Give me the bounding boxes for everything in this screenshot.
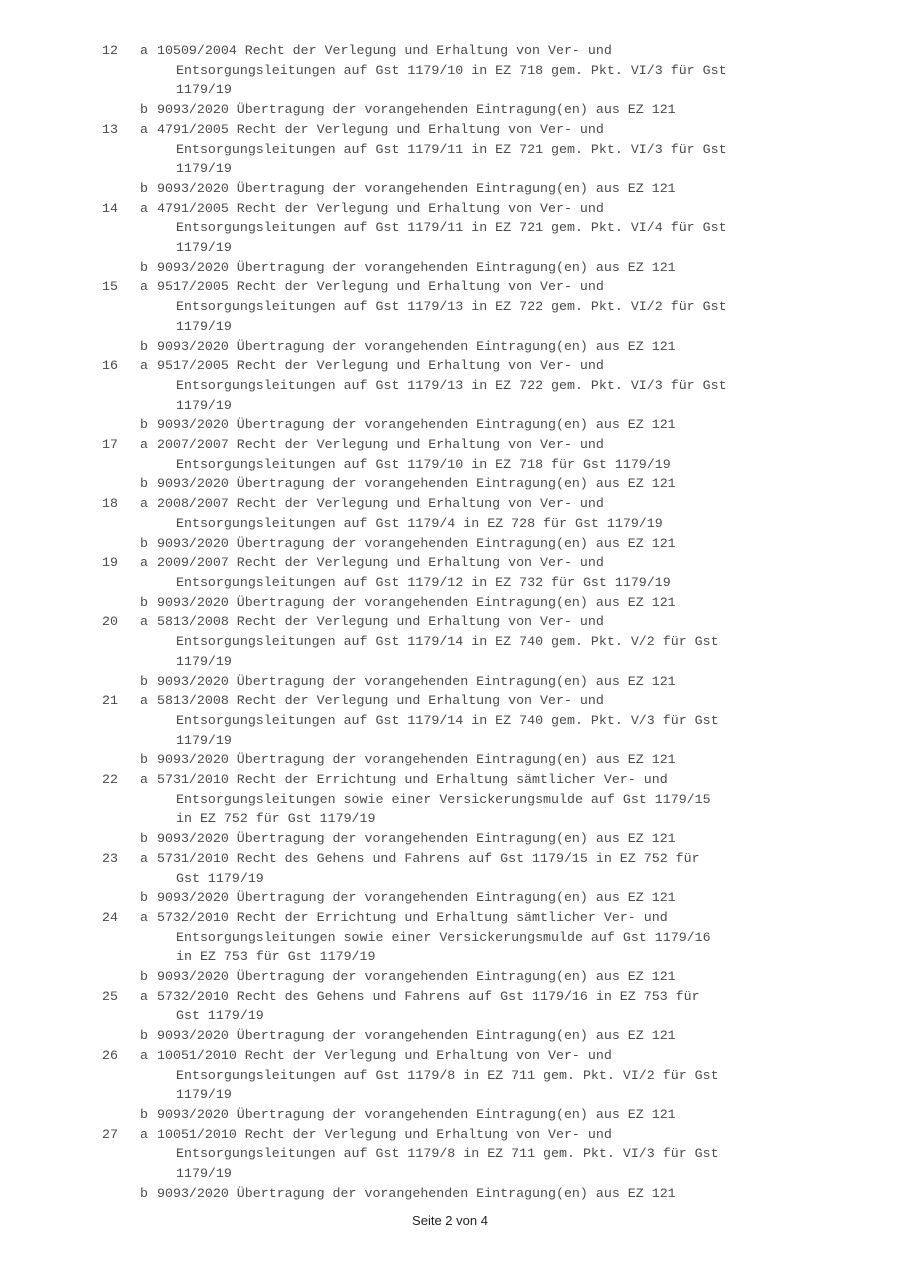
entry-text <box>157 356 807 415</box>
entry-letter: b <box>140 476 148 492</box>
entry-row <box>0 593 900 613</box>
entry-letter: b <box>140 180 148 196</box>
entry-row <box>0 120 900 179</box>
register-entries <box>0 41 900 1203</box>
entry-number: 18 <box>102 496 118 512</box>
entry-line: 9093/2020 Übertragung der vorangehenden Eintragung(en) aus EZ 121 <box>157 1185 676 1201</box>
entry-row <box>0 474 900 494</box>
entry-line: 10509/2004 Recht der Verlegung und Erhaltung von Ver- und <box>157 43 612 58</box>
entry-number: 14 <box>102 200 118 216</box>
entry-text <box>157 494 807 533</box>
entry-row <box>0 337 900 357</box>
entry-letter: b <box>140 1028 148 1044</box>
entry-letter: a <box>140 358 148 374</box>
entry-letter: b <box>140 1106 148 1122</box>
entry-line: 9093/2020 Übertragung der vorangehenden Eintragung(en) aus EZ 121 <box>157 535 676 551</box>
entry-line: Entsorgungsleitungen auf Gst 1179/11 in EZ 721 gem. Pkt. VI/3 für Gst <box>176 141 727 157</box>
entry-number: 19 <box>102 555 118 571</box>
entry-letter: a <box>140 693 148 709</box>
entry-text <box>157 534 807 554</box>
entry-row <box>0 829 900 849</box>
entry-text <box>157 1026 807 1046</box>
entry-number: 12 <box>102 43 118 58</box>
entry-row <box>0 1105 900 1125</box>
entry-text <box>157 1046 807 1105</box>
entry-line: 4791/2005 Recht der Verlegung und Erhaltung von Ver- und <box>157 121 604 137</box>
entry-line: 9093/2020 Übertragung der vorangehenden Eintragung(en) aus EZ 121 <box>157 969 676 985</box>
entry-text <box>157 849 807 888</box>
entry-number: 23 <box>102 850 118 866</box>
entry-text <box>157 672 807 692</box>
entry-row <box>0 494 900 533</box>
entry-line: 5813/2008 Recht der Verlegung und Erhaltung von Ver- und <box>157 693 604 709</box>
entry-line: 9093/2020 Übertragung der vorangehenden Eintragung(en) aus EZ 121 <box>157 673 676 689</box>
entry-row <box>0 100 900 120</box>
entry-text <box>157 1184 807 1204</box>
entry-line: 9093/2020 Übertragung der vorangehenden Eintragung(en) aus EZ 121 <box>157 594 676 610</box>
entry-number: 21 <box>102 693 118 709</box>
entry-row <box>0 672 900 692</box>
entry-line: 5732/2010 Recht des Gehens und Fahrens auf Gst 1179/16 in EZ 753 für <box>157 988 700 1004</box>
entry-letter: a <box>140 772 148 788</box>
entry-letter: a <box>140 1047 148 1063</box>
entry-text <box>157 908 807 967</box>
entry-line: 9517/2005 Recht der Verlegung und Erhaltung von Ver- und <box>157 358 604 374</box>
entry-text <box>157 987 807 1026</box>
entry-letter: a <box>140 614 148 630</box>
entry-text <box>157 474 807 494</box>
entry-line: Entsorgungsleitungen auf Gst 1179/13 in EZ 722 gem. Pkt. VI/2 für Gst <box>176 299 727 315</box>
entry-number: 26 <box>102 1047 118 1063</box>
entry-line: 9093/2020 Übertragung der vorangehenden Eintragung(en) aus EZ 121 <box>157 1106 676 1122</box>
entry-number: 13 <box>102 121 118 137</box>
entry-text <box>157 179 807 199</box>
entry-row <box>0 849 900 888</box>
entry-text <box>157 41 807 100</box>
entry-row <box>0 41 900 100</box>
entry-text <box>157 199 807 258</box>
entry-letter: b <box>140 890 148 906</box>
entry-line: 10051/2010 Recht der Verlegung und Erhaltung von Ver- und <box>157 1126 612 1142</box>
entry-letter: a <box>140 555 148 571</box>
entry-row <box>0 691 900 750</box>
entry-row <box>0 553 900 592</box>
entry-line: 2008/2007 Recht der Verlegung und Erhaltung von Ver- und <box>157 496 604 512</box>
entry-letter: a <box>140 121 148 137</box>
entry-line: 10051/2010 Recht der Verlegung und Erhaltung von Ver- und <box>157 1047 612 1063</box>
entry-number: 17 <box>102 437 118 453</box>
entry-line: 1179/19 <box>176 1087 232 1103</box>
entry-letter: a <box>140 437 148 453</box>
entry-line: 5732/2010 Recht der Errichtung und Erhaltung sämtlicher Ver- und <box>157 909 668 925</box>
entry-line: 1179/19 <box>176 397 232 413</box>
entry-line: Entsorgungsleitungen auf Gst 1179/8 in EZ 711 gem. Pkt. VI/3 für Gst <box>176 1146 719 1162</box>
entry-line: 5731/2010 Recht der Errichtung und Erhaltung sämtlicher Ver- und <box>157 772 668 788</box>
entry-text <box>157 553 807 592</box>
entry-line: in EZ 753 für Gst 1179/19 <box>176 949 376 965</box>
entry-line: 1179/19 <box>176 82 232 98</box>
entry-letter: a <box>140 279 148 295</box>
entry-line: Entsorgungsleitungen sowie einer Versickerungsmulde auf Gst 1179/16 <box>176 929 711 945</box>
entry-line: 9093/2020 Übertragung der vorangehenden Eintragung(en) aus EZ 121 <box>157 180 676 196</box>
entry-row <box>0 534 900 554</box>
entry-row <box>0 987 900 1026</box>
entry-line: Entsorgungsleitungen auf Gst 1179/14 in EZ 740 gem. Pkt. V/3 für Gst <box>176 712 719 728</box>
entry-row <box>0 908 900 967</box>
entry-line: 5731/2010 Recht des Gehens und Fahrens auf Gst 1179/15 in EZ 752 für <box>157 850 700 866</box>
entry-row <box>0 415 900 435</box>
entry-line: 5813/2008 Recht der Verlegung und Erhaltung von Ver- und <box>157 614 604 630</box>
entry-line: 1179/19 <box>176 732 232 748</box>
entry-line: Entsorgungsleitungen auf Gst 1179/4 in EZ 728 für Gst 1179/19 <box>176 515 663 531</box>
entry-text <box>157 258 807 278</box>
entry-letter: a <box>140 496 148 512</box>
entry-line: Gst 1179/19 <box>176 1008 264 1024</box>
entry-line: 2009/2007 Recht der Verlegung und Erhaltung von Ver- und <box>157 555 604 571</box>
entry-text <box>157 337 807 357</box>
entry-line: 9093/2020 Übertragung der vorangehenden Eintragung(en) aus EZ 121 <box>157 102 676 118</box>
entry-line: 9093/2020 Übertragung der vorangehenden Eintragung(en) aus EZ 121 <box>157 417 676 433</box>
entry-letter: b <box>140 1185 148 1201</box>
entry-text <box>157 750 807 770</box>
entry-text <box>157 120 807 179</box>
entry-text <box>157 829 807 849</box>
entry-letter: b <box>140 594 148 610</box>
entry-line: 9093/2020 Übertragung der vorangehenden Eintragung(en) aus EZ 121 <box>157 831 676 847</box>
entry-line: 1179/19 <box>176 1166 232 1182</box>
entry-line: 4791/2005 Recht der Verlegung und Erhaltung von Ver- und <box>157 200 604 216</box>
entry-line: Entsorgungsleitungen sowie einer Versickerungsmulde auf Gst 1179/15 <box>176 791 711 807</box>
entry-line: Entsorgungsleitungen auf Gst 1179/8 in EZ 711 gem. Pkt. VI/2 für Gst <box>176 1067 719 1083</box>
page-footer: Seite 2 von 4 <box>412 1213 488 1228</box>
entry-line: Entsorgungsleitungen auf Gst 1179/12 in EZ 732 für Gst 1179/19 <box>176 574 671 590</box>
entry-letter: b <box>140 969 148 985</box>
entry-line: Gst 1179/19 <box>176 870 264 886</box>
entry-row <box>0 770 900 829</box>
entry-line: 9093/2020 Übertragung der vorangehenden Eintragung(en) aus EZ 121 <box>157 890 676 906</box>
entry-letter: b <box>140 417 148 433</box>
entry-row <box>0 277 900 336</box>
entry-text <box>157 888 807 908</box>
entry-letter: a <box>140 1126 148 1142</box>
entry-text <box>157 1125 807 1184</box>
entry-letter: a <box>140 850 148 866</box>
entry-line: Entsorgungsleitungen auf Gst 1179/10 in EZ 718 gem. Pkt. VI/3 für Gst <box>176 62 727 78</box>
entry-row <box>0 612 900 671</box>
entry-letter: b <box>140 831 148 847</box>
entry-line: 9093/2020 Übertragung der vorangehenden Eintragung(en) aus EZ 121 <box>157 259 676 275</box>
entry-row <box>0 1046 900 1105</box>
entry-line: Entsorgungsleitungen auf Gst 1179/11 in EZ 721 gem. Pkt. VI/4 für Gst <box>176 220 727 236</box>
entry-row <box>0 1026 900 1046</box>
entry-line: 9093/2020 Übertragung der vorangehenden Eintragung(en) aus EZ 121 <box>157 476 676 492</box>
entry-row <box>0 750 900 770</box>
entry-line: 1179/19 <box>176 653 232 669</box>
entry-text <box>157 967 807 987</box>
entry-line: Entsorgungsleitungen auf Gst 1179/10 in EZ 718 für Gst 1179/19 <box>176 456 671 472</box>
entry-line: 9093/2020 Übertragung der vorangehenden Eintragung(en) aus EZ 121 <box>157 338 676 354</box>
entry-row <box>0 258 900 278</box>
entry-letter: a <box>140 43 148 58</box>
entry-number: 27 <box>102 1126 118 1142</box>
entry-letter: a <box>140 200 148 216</box>
entry-line: Entsorgungsleitungen auf Gst 1179/13 in EZ 722 gem. Pkt. VI/3 für Gst <box>176 377 727 393</box>
entry-text <box>157 770 807 829</box>
entry-line: 1179/19 <box>176 240 232 256</box>
entry-text <box>157 1105 807 1125</box>
entry-number: 25 <box>102 988 118 1004</box>
entry-row <box>0 435 900 474</box>
entry-number: 15 <box>102 279 118 295</box>
entry-letter: b <box>140 535 148 551</box>
entry-text <box>157 277 807 336</box>
entry-line: 9093/2020 Übertragung der vorangehenden Eintragung(en) aus EZ 121 <box>157 1028 676 1044</box>
entry-line: in EZ 752 für Gst 1179/19 <box>176 811 376 827</box>
entry-line: 9517/2005 Recht der Verlegung und Erhaltung von Ver- und <box>157 279 604 295</box>
entry-text <box>157 100 807 120</box>
entry-text <box>157 415 807 435</box>
entry-letter: a <box>140 909 148 925</box>
entry-number: 20 <box>102 614 118 630</box>
entry-number: 24 <box>102 909 118 925</box>
entry-line: 9093/2020 Übertragung der vorangehenden Eintragung(en) aus EZ 121 <box>157 752 676 768</box>
entry-text <box>157 612 807 671</box>
entry-line: 2007/2007 Recht der Verlegung und Erhaltung von Ver- und <box>157 437 604 453</box>
entry-letter: b <box>140 102 148 118</box>
entry-letter: a <box>140 988 148 1004</box>
entry-number: 22 <box>102 772 118 788</box>
entry-line: 1179/19 <box>176 161 232 177</box>
entry-text <box>157 593 807 613</box>
entry-line: Entsorgungsleitungen auf Gst 1179/14 in EZ 740 gem. Pkt. V/2 für Gst <box>176 634 719 650</box>
entry-row <box>0 967 900 987</box>
entry-letter: b <box>140 752 148 768</box>
entry-row <box>0 356 900 415</box>
entry-number: 16 <box>102 358 118 374</box>
entry-letter: b <box>140 338 148 354</box>
entry-text <box>157 435 807 474</box>
entry-row <box>0 888 900 908</box>
entry-row <box>0 1184 900 1204</box>
entry-row <box>0 199 900 258</box>
entry-row <box>0 1125 900 1184</box>
entry-letter: b <box>140 673 148 689</box>
entry-line: 1179/19 <box>176 318 232 334</box>
entry-text <box>157 691 807 750</box>
entry-row <box>0 179 900 199</box>
entry-letter: b <box>140 259 148 275</box>
